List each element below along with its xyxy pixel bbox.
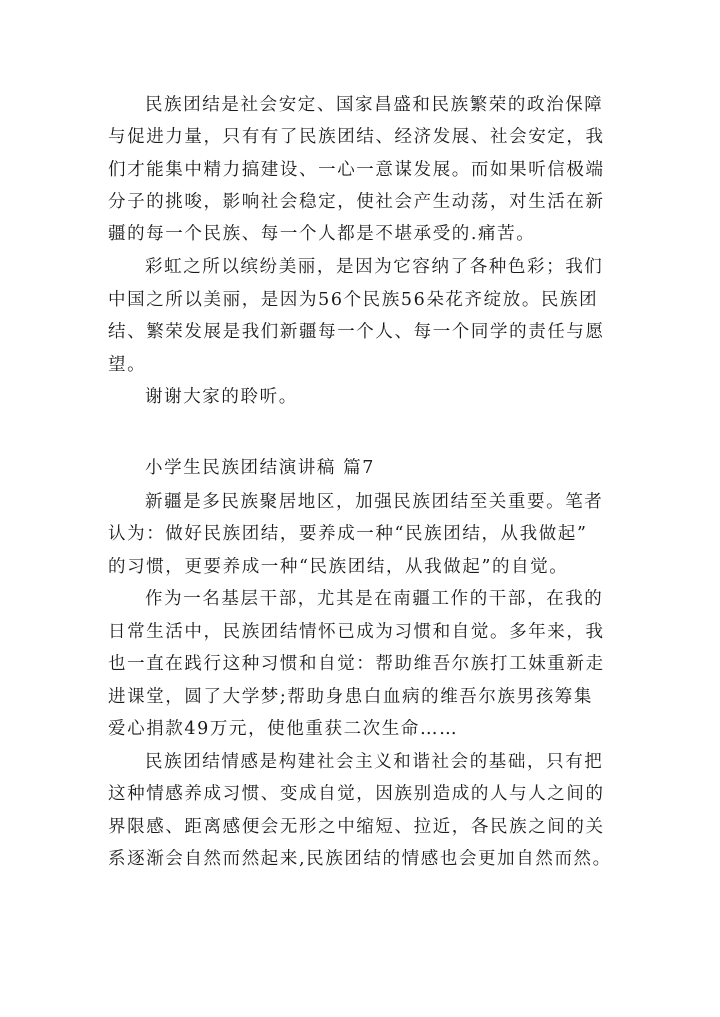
text-line: 疆的每一个民族、每一个人都是不堪承受的.痛苦。 [108,224,536,244]
text-line: 新疆是多民族聚居地区，加强民族团结至关重要。笔者 [145,492,604,512]
text-line: 日常生活中，民族团结情怀已成为习惯和自觉。多年来，我 [108,622,605,642]
text-line: 民族团结情感是构建社会主义和谐社会的基础，只有把 [145,752,604,772]
text-line: 中国之所以美丽，是因为56个民族56朵花齐绽放。民族团 [108,290,599,310]
text-line: 分子的挑唆，影响社会稳定，使社会产生动荡，对生活在新 [108,192,605,212]
text-line: 也一直在践行这种习惯和自觉：帮助维吾尔族打工妹重新走 [108,654,605,674]
text-line: 彩虹之所以缤纷美丽，是因为它容纳了各种色彩；我们 [145,257,604,277]
text-line: 与促进力量，只有有了民族团结、经济发展、社会安定，我 [108,127,605,147]
text-line: 进课堂，圆了大学梦;帮助身患白血病的维吾尔族男孩筹集 [108,687,593,707]
section-heading: 小学生民族团结演讲稿 篇7 [145,458,375,478]
text-line: 这种情感养成习惯、变成自觉，因族别造成的人与人之间的 [108,784,605,804]
text-line: 界限感、距离感便会无形之中缩短、拉近，各民族之间的关 [108,817,605,837]
text-line: 认为：做好民族团结，要养成一种“民族团结，从我做起” [108,524,588,544]
text-line: 谢谢大家的聆听。 [145,387,298,407]
text-line: 民族团结是社会安定、国家昌盛和民族繁荣的政治保障 [145,95,604,115]
text-line: 系逐渐会自然而然起来,民族团结的情感也会更加自然而然。 [108,849,612,869]
text-line: 的习惯，更要养成一种“民族团结，从我做起”的自觉。 [108,557,569,577]
text-line: 们才能集中精力搞建设、一心一意谋发展。而如果听信极端 [108,160,605,180]
text-line: 望。 [108,355,147,375]
text-line: 爱心捐款49万元，使他重获二次生命…… [108,719,459,739]
text-line: 结、繁荣发展是我们新疆每一个人、每一个同学的责任与愿 [108,322,605,342]
text-line: 作为一名基层干部，尤其是在南疆工作的干部，在我的 [145,589,604,609]
